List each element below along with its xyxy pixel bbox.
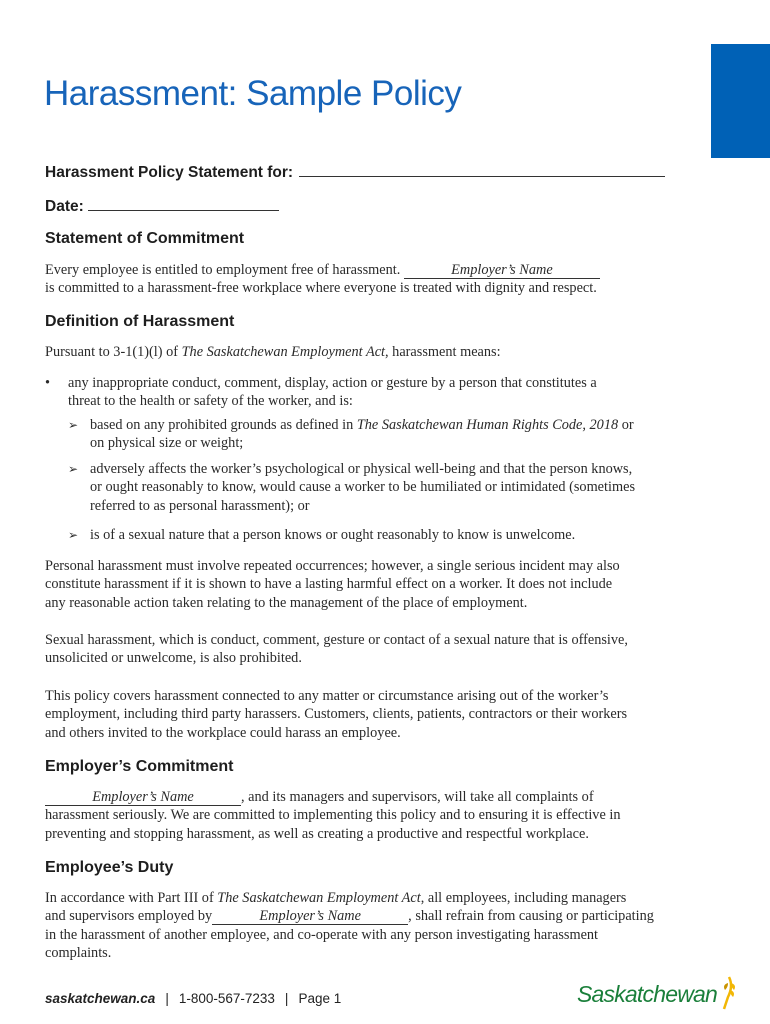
sub-item-3-line-1: is of a sexual nature that a person knows or ought reasonably to know is unwelcome. [90,527,576,543]
footer-website-link[interactable]: saskatchewan.ca [45,991,156,1006]
sexual-line-1: Sexual harassment, which is conduct, comment, gesture or contact of a sexual nature that is offensive, [45,632,628,648]
employee-line-2 [45,907,735,925]
bullet-line-2: threat to the health or safety of the worker, and is: [68,393,353,410]
commitment-line-1 [45,261,735,279]
employer-commitment-paragraph [45,788,735,843]
sexual-harassment-paragraph [45,631,735,668]
definition-intro-pre: Pursuant to 3-1(1)(l) of [45,344,179,360]
employee-line-2-post: , shall refrain from causing or participating [408,908,654,925]
employee-line-2-pre: and supervisors employed by [45,908,213,925]
covers-line-1: This policy covers harassment connected to any matter or circumstance arising out of the worker’s [45,688,609,704]
sub-item-2-line-1: adversely affects the worker’s psychological or physical well-being and that the person knows, [90,461,633,477]
list-item [68,460,728,516]
bullet-text [68,374,728,411]
sub-item-3-text [90,526,730,544]
personal-line-2: constitute harassment if it is shown to have a lasting harmful effect on a worker. It does not include [45,576,613,593]
arrowhead-bullet-icon: ➢ [68,462,79,476]
logo-wordmark: Saskatchewan [577,981,717,1007]
date-label: Date: [45,198,84,215]
date-field[interactable] [88,197,279,211]
statement-for-field[interactable] [299,163,665,177]
definition-intro-post: , harassment means: [385,344,501,360]
personal-line-3: any reasonable action taken relating to the management of the place of employment. [45,594,528,611]
sub-item-1-line-2: on physical size or weight; [90,435,244,452]
employee-line-1-post: , all employees, including managers [420,890,627,906]
sub-item-1-text [90,416,730,453]
employer-line-1 [45,788,735,806]
page-footer [45,991,341,1006]
policy-coverage-paragraph [45,687,735,742]
sub-item-1-post: or [621,417,634,433]
bullet-icon: • [45,375,51,391]
list-item [45,374,735,411]
list-item [68,526,728,545]
statement-for-label: Harassment Policy Statement for: [45,164,294,181]
employee-line-1-act: The Saskatchewan Employment Act [217,890,421,906]
arrowhead-bullet-icon: ➢ [68,528,79,542]
employer-line-1-text: , and its managers and supervisors, will take all complaints of [241,789,594,805]
date-line [45,197,279,216]
sexual-line-2: unsolicited or unwelcome, is also prohibited. [45,650,302,667]
employee-line-4: complaints. [45,945,112,962]
employer-name-blank-2[interactable]: Employer’s Name [45,790,241,806]
employer-line-3: preventing and stopping harassment, as well as creating a productive and respectful workplace. [45,825,589,842]
arrowhead-bullet-icon: ➢ [68,418,79,432]
heading-employees-duty: Employee’s Duty [45,859,174,876]
sub-item-1-pre: based on any prohibited grounds as defined in [90,417,354,433]
employee-duty-paragraph [45,889,735,963]
covers-line-2: employment, including third party harassers. Customers, clients, patients, contractors or their workers [45,706,628,723]
saskatchewan-logo [577,975,742,1015]
definition-intro [45,343,735,361]
statement-for-line [45,163,665,182]
bullet-line-1: any inappropriate conduct, comment, display, action or gesture by a person that constitutes a [68,375,597,391]
wheat-icon [718,975,740,1011]
personal-line-1: Personal harassment must involve repeated occurrences; however, a single serious incident may also [45,558,620,574]
employer-line-2: harassment seriously. We are committed to implementing this policy and to ensuring it is effective in [45,807,621,824]
definition-intro-act: The Saskatchewan Employment Act [181,344,386,360]
commitment-paragraph [45,261,735,298]
commitment-line-1-text: Every employee is entitled to employment free of harassment. [45,262,401,278]
page-title: Harassment: Sample Policy [44,74,462,113]
sub-item-1-act: The Saskatchewan Human Rights Code, 2018 [356,417,619,433]
employer-name-blank-1[interactable]: Employer’s Name [404,263,600,279]
list-item [68,416,728,453]
covers-line-3: and others invited to the workplace could harass an employee. [45,724,401,741]
footer-separator: | [284,991,289,1006]
sub-item-1-line-1 [90,416,730,434]
footer-separator: | [165,991,169,1006]
footer-phone: 1-800-567-7233 [178,991,275,1006]
heading-statement-of-commitment: Statement of Commitment [45,230,245,247]
heading-employers-commitment: Employer’s Commitment [45,758,234,775]
employee-line-1-pre: In accordance with Part III of [45,890,214,906]
footer-page-number: Page 1 [298,991,342,1006]
sub-item-2-line-2: or ought reasonably to know, would cause a worker to be humiliated or intimidated (sometimes [90,479,636,496]
employee-line-1 [45,889,735,907]
employee-line-3: in the harassment of another employee, and co-operate with any person investigating harassment [45,926,599,943]
employer-name-blank-3[interactable]: Employer’s Name [212,909,408,925]
personal-harassment-paragraph [45,557,735,612]
sub-item-2-line-3: referred to as personal harassment); or [90,497,310,514]
heading-definition-of-harassment: Definition of Harassment [45,313,235,330]
sub-item-2-text [90,460,730,515]
blue-corner-tab [711,44,770,158]
commitment-line-2: is committed to a harassment-free workplace where everyone is treated with dignity and respect. [45,280,597,297]
